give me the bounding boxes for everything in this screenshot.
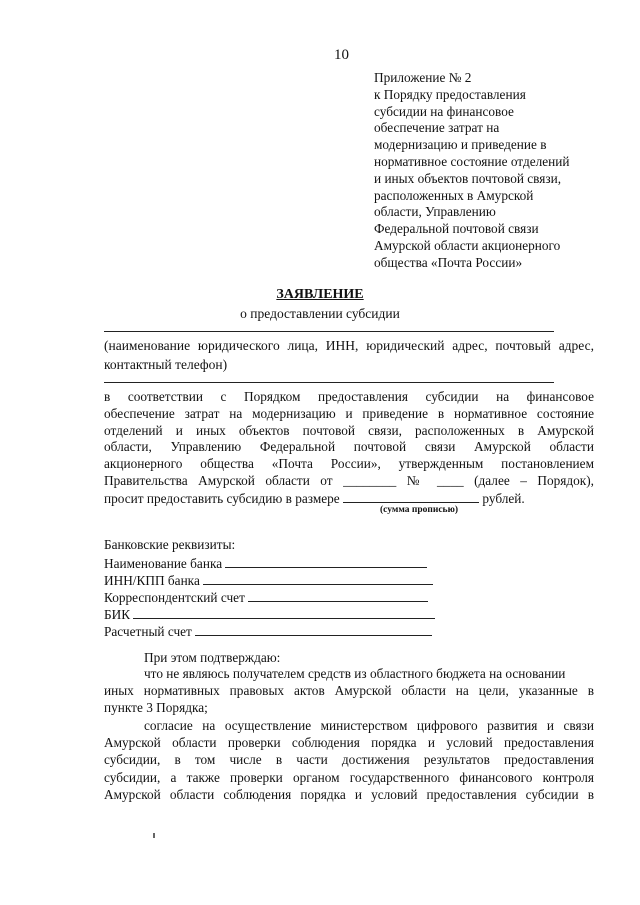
bank-bik-row [104, 606, 435, 623]
appendix-line: субсидии на финансовое [374, 103, 514, 119]
bank-field-label: ИНН/КПП банка [104, 573, 200, 588]
statement-body [104, 389, 594, 490]
bank-field-label: Расчетный счет [104, 624, 192, 639]
appendix-line: и иных объектов почтовой связи, [374, 170, 562, 186]
document-title: ЗАЯВЛЕНИЕ [276, 287, 364, 302]
appendix-line: нормативное состояние отделений [374, 153, 570, 169]
bank-account-field[interactable] [195, 623, 432, 636]
body-line: в соответствии с Порядком предоставления субсидии на финансовое [104, 389, 594, 404]
bank-field-label: Корреспондентский счет [104, 590, 245, 605]
body-line: акционерного общества «Почта России», утвержденным постановлением [104, 456, 594, 472]
appendix-line: Федеральной почтовой связи [374, 221, 539, 237]
para-line: согласие на осуществление министерством цифрового развития и связи [144, 718, 594, 733]
para-line: субсидии, в том числе в части достижения результатов предоставления [104, 752, 594, 768]
appendix-line: расположенных в Амурской [374, 187, 534, 203]
applicant-extra-line[interactable] [104, 382, 554, 383]
bank-inn-row [104, 572, 433, 589]
bank-corr-field[interactable] [248, 589, 428, 602]
confirm-paragraph-2 [104, 717, 594, 803]
scan-mark [153, 833, 155, 838]
bank-field-label: Наименование банка [104, 556, 223, 571]
bank-field-label: БИК [104, 607, 131, 622]
para-line: субсидии, а также проверки органом государственного финансового контроля [104, 769, 594, 785]
confirm-paragraph-1 [104, 665, 594, 717]
para-line: Амурской области проверки соблюдения порядка и условий предоставления [104, 735, 594, 751]
body-line: обеспечение затрат на модернизацию и приведение в нормативное состояние [104, 405, 594, 421]
body-line: отделений и иных объектов почтовой связи, расположенных в Амурской [104, 422, 594, 438]
bank-bik-field[interactable] [133, 606, 435, 619]
request-line [104, 490, 525, 507]
appendix-line: общества «Почта России» [374, 254, 523, 270]
appendix-line: Амурской области акционерного [374, 237, 561, 253]
appendix-line: обеспечение затрат на [374, 120, 500, 136]
page-number: 10 [334, 47, 349, 63]
para-line: иных нормативных правовых актов Амурской области на цели, указанные в [104, 683, 594, 699]
sum-caption: (сумма прописью) [380, 505, 458, 515]
bank-account-row [104, 623, 432, 640]
appendix-line: к Порядку предоставления [374, 86, 526, 102]
appendix-line: модернизацию и приведение в [374, 137, 547, 153]
request-suffix: рублей. [482, 491, 525, 506]
sum-field[interactable] [343, 490, 479, 503]
appendix-block [374, 70, 604, 272]
applicant-caption: (наименование юридического лица, ИНН, юридический адрес, почтовый адрес, контактный телефон) [104, 338, 594, 372]
bank-name-row [104, 555, 427, 572]
appendix-line: Приложение № 2 [374, 70, 472, 85]
bank-name-field[interactable] [225, 555, 427, 568]
bank-inn-field[interactable] [203, 572, 433, 585]
para-line: Амурской области соблюдения порядка и условий предоставления субсидии в [104, 786, 594, 802]
bank-requisites-title: Банковские реквизиты: [104, 537, 236, 552]
body-line: области, Управлению Федеральной почтовой связи Амурской области [104, 439, 594, 455]
bank-corr-row [104, 589, 428, 606]
confirm-intro: При этом подтверждаю: [144, 650, 281, 665]
document-subtitle: о предоставлении субсидии [240, 306, 400, 321]
para-line: пункте 3 Порядка; [104, 700, 208, 716]
body-line: Правительства Амурской области от ________ № ____ (далее – Порядок), [104, 472, 594, 488]
appendix-line: области, Управлению [374, 204, 496, 220]
request-prefix: просит предоставить субсидию в размере [104, 491, 340, 506]
para-line: что не являюсь получателем средств из областного бюджета на основании [144, 666, 566, 681]
applicant-name-line[interactable] [104, 331, 554, 332]
